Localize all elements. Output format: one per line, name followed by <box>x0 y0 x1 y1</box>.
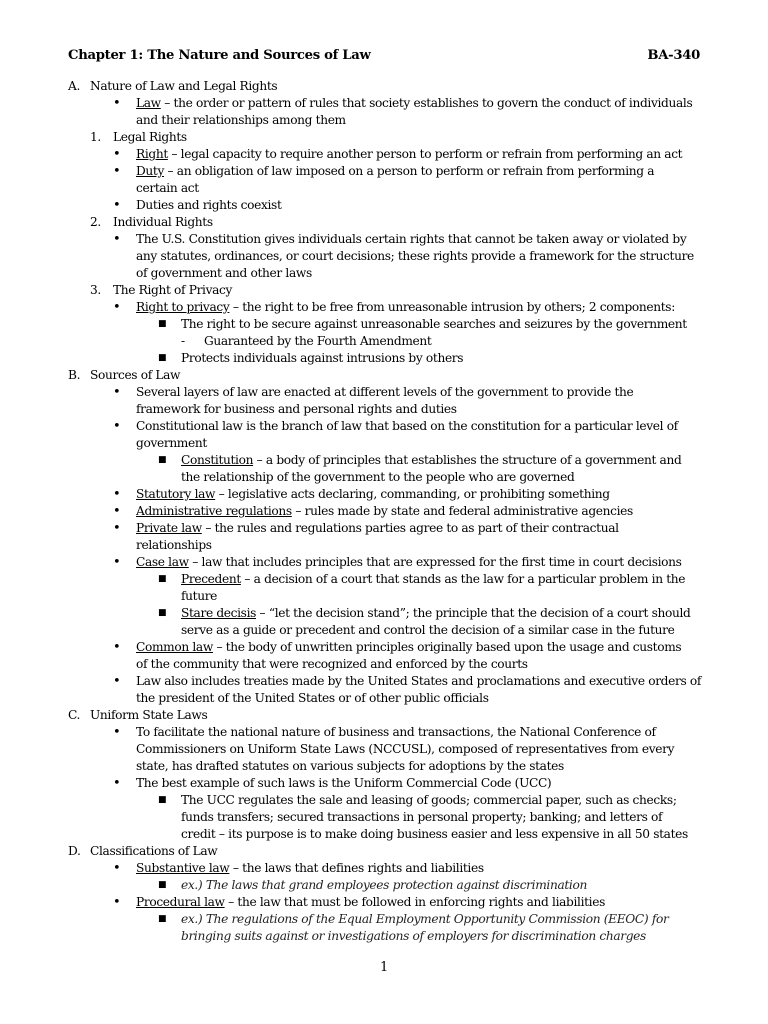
defined-term: Administrative regulations <box>136 504 292 518</box>
list-marker: D. <box>68 844 81 858</box>
list-marker: • <box>113 640 121 655</box>
outline-line <box>0 265 768 282</box>
list-marker: ■ <box>158 574 167 584</box>
line-text: Law also includes treaties made by the United States and proclamations and executive orders of <box>136 674 702 688</box>
outline-line <box>0 554 768 571</box>
line-text: funds transfers; secured transactions in personal property; banking; and letters of <box>181 810 663 824</box>
list-marker: • <box>113 895 121 910</box>
defined-term: Common law <box>136 640 213 654</box>
line-text: – the rules and regulations parties agree to as part of their contractual <box>201 521 619 535</box>
outline-line <box>0 112 768 129</box>
outline-line <box>0 469 768 486</box>
outline-line <box>0 724 768 741</box>
outline-line <box>0 520 768 537</box>
line-text: any statutes, ordinances, or court decisions; these rights provide a framework for the structure <box>136 249 694 263</box>
line-text: the relationship of the government to the people who are governed <box>181 470 575 484</box>
example-text: bringing suits against or investigations of employers for discrimination charges <box>181 929 646 943</box>
list-marker: • <box>113 419 121 434</box>
outline-line <box>0 537 768 554</box>
line-text: – “let the decision stand”; the principle that the decision of a court should <box>256 606 691 620</box>
list-marker: ■ <box>158 608 167 618</box>
outline-line <box>0 78 768 95</box>
list-marker: • <box>113 198 121 213</box>
outline-line <box>0 605 768 622</box>
line-text: of government and other laws <box>136 266 312 280</box>
outline-line <box>0 775 768 792</box>
defined-term: Right <box>136 147 168 161</box>
line-text: The best example of such laws is the Uniform Commercial Code (UCC) <box>136 776 552 790</box>
line-text: the president of the United States or of other public officials <box>136 691 489 705</box>
example-text: ex.) The regulations of the Equal Employment Opportunity Commission (EEOC) for <box>181 912 669 926</box>
line-text: – an obligation of law imposed on a person to perform or refrain from performing a <box>164 164 655 178</box>
outline-line <box>0 843 768 860</box>
list-marker: ■ <box>158 795 167 805</box>
list-marker: • <box>113 674 121 689</box>
list-marker: • <box>113 232 121 247</box>
line-text: The Right of Privacy <box>113 283 233 297</box>
outline-line <box>0 503 768 520</box>
outline-line <box>0 588 768 605</box>
list-marker: ■ <box>158 914 167 924</box>
list-marker: ■ <box>158 455 167 465</box>
outline-line <box>0 486 768 503</box>
outline-line <box>0 146 768 163</box>
outline-line <box>0 690 768 707</box>
list-marker: • <box>113 521 121 536</box>
line-text: – the order or pattern of rules that society establishes to govern the conduct of individuals <box>160 96 693 110</box>
line-text: – law that includes principles that are expressed for the first time in court decisions <box>188 555 682 569</box>
defined-term: Substantive law <box>136 861 230 875</box>
outline-line <box>0 214 768 231</box>
line-text: – the laws that defines rights and liabilities <box>229 861 484 875</box>
line-text: future <box>181 589 218 603</box>
line-text: certain act <box>136 181 199 195</box>
list-marker: 3. <box>90 283 101 297</box>
list-marker: • <box>113 725 121 740</box>
list-marker: 1. <box>90 130 101 144</box>
line-text: Commissioners on Uniform State Laws (NCCUSL), composed of representatives from every <box>136 742 675 756</box>
outline-line <box>0 316 768 333</box>
line-text: serve as a guide or precedent and control the decision of a similar case in the future <box>181 623 675 637</box>
outline-line <box>0 911 768 928</box>
outline-line <box>0 418 768 435</box>
line-text: Individual Rights <box>113 215 213 229</box>
line-text: Guaranteed by the Fourth Amendment <box>204 334 432 348</box>
list-marker: • <box>113 555 121 570</box>
line-text: Protects individuals against intrusions by others <box>181 351 464 365</box>
outline-line <box>0 673 768 690</box>
line-text: relationships <box>136 538 212 552</box>
outline-line <box>0 792 768 809</box>
outline-line <box>0 877 768 894</box>
defined-term: Stare decisis <box>181 606 257 620</box>
line-text: Sources of Law <box>90 368 181 382</box>
line-text: government <box>136 436 207 450</box>
outline-line <box>0 758 768 775</box>
outline-line <box>0 741 768 758</box>
defined-term: Procedural law <box>136 895 225 909</box>
list-marker: - <box>181 334 185 348</box>
line-text: – a decision of a court that stands as the law for a particular problem in the <box>240 572 686 586</box>
line-text: Duties and rights coexist <box>136 198 282 212</box>
outline-line <box>0 809 768 826</box>
list-marker: • <box>113 487 121 502</box>
line-text: – legislative acts declaring, commanding, or prohibiting something <box>215 487 610 501</box>
defined-term: Case law <box>136 555 189 569</box>
outline-line <box>0 333 768 350</box>
outline-line <box>0 367 768 384</box>
outline-line <box>0 826 768 843</box>
outline-line <box>0 197 768 214</box>
defined-term: Right to privacy <box>136 300 230 314</box>
outline-line <box>0 656 768 673</box>
outline-line <box>0 707 768 724</box>
list-marker: • <box>113 385 121 400</box>
outline-line <box>0 571 768 588</box>
course-code: BA-340 <box>647 48 700 63</box>
list-marker: • <box>113 96 121 111</box>
line-text: – rules made by state and federal administrative agencies <box>291 504 633 518</box>
list-marker: C. <box>68 708 81 722</box>
outline-line <box>0 163 768 180</box>
line-text: credit – its purpose is to make doing business easier and less expensive in all 50 states <box>181 827 688 841</box>
line-text: Several layers of law are enacted at different levels of the government to provide the <box>136 385 634 399</box>
line-text: – the body of unwritten principles originally based upon the usage and customs <box>212 640 682 654</box>
outline-line <box>0 180 768 197</box>
defined-term: Law <box>136 96 161 110</box>
outline-line <box>0 401 768 418</box>
outline-line <box>0 350 768 367</box>
list-marker: ■ <box>158 353 167 363</box>
outline-line <box>0 299 768 316</box>
outline-line <box>0 129 768 146</box>
defined-term: Constitution <box>181 453 254 467</box>
outline-line <box>0 95 768 112</box>
line-text: state, has drafted statutes on various subjects for adoptions by the states <box>136 759 564 773</box>
line-text: Classifications of Law <box>90 844 218 858</box>
line-text: Legal Rights <box>113 130 187 144</box>
page-number: 1 <box>380 960 388 975</box>
example-text: ex.) The laws that grand employees protection against discrimination <box>181 878 587 892</box>
list-marker: 2. <box>90 215 101 229</box>
list-marker: • <box>113 776 121 791</box>
line-text: – a body of principles that establishes the structure of a government and <box>253 453 682 467</box>
list-marker: • <box>113 164 121 179</box>
line-text: and their relationships among them <box>136 113 346 127</box>
outline-line <box>0 928 768 945</box>
line-text: Nature of Law and Legal Rights <box>90 79 278 93</box>
line-text: of the community that were recognized and enforced by the courts <box>136 657 528 671</box>
outline-line <box>0 231 768 248</box>
list-marker: • <box>113 147 121 162</box>
defined-term: Duty <box>136 164 165 178</box>
list-marker: • <box>113 504 121 519</box>
list-marker: • <box>113 861 121 876</box>
line-text: The U.S. Constitution gives individuals certain rights that cannot be taken away or violated by <box>136 232 687 246</box>
defined-term: Precedent <box>181 572 241 586</box>
line-text: – the right to be free from unreasonable intrusion by others; 2 components: <box>229 300 675 314</box>
list-marker: B. <box>68 368 81 382</box>
outline-body <box>0 78 768 945</box>
outline-line <box>0 639 768 656</box>
defined-term: Private law <box>136 521 202 535</box>
line-text: – the law that must be followed in enforcing rights and liabilities <box>224 895 605 909</box>
chapter-title: Chapter 1: The Nature and Sources of Law <box>68 48 371 63</box>
list-marker: ■ <box>158 880 167 890</box>
line-text: Constitutional law is the branch of law that based on the constitution for a particular level of <box>136 419 678 433</box>
page-header <box>68 48 700 63</box>
list-marker: ■ <box>158 319 167 329</box>
line-text: framework for business and personal rights and duties <box>136 402 457 416</box>
outline-line <box>0 894 768 911</box>
line-text: The right to be secure against unreasonable searches and seizures by the government <box>181 317 687 331</box>
defined-term: Statutory law <box>136 487 216 501</box>
line-text: To facilitate the national nature of business and transactions, the National Conference of <box>136 725 656 739</box>
outline-line <box>0 860 768 877</box>
outline-line <box>0 248 768 265</box>
line-text: Uniform State Laws <box>90 708 208 722</box>
outline-line <box>0 622 768 639</box>
outline-line <box>0 452 768 469</box>
list-marker: • <box>113 300 121 315</box>
outline-line <box>0 282 768 299</box>
line-text: – legal capacity to require another person to perform or refrain from performing an act <box>167 147 683 161</box>
line-text: The UCC regulates the sale and leasing of goods; commercial paper, such as checks; <box>181 793 677 807</box>
outline-line <box>0 384 768 401</box>
list-marker: A. <box>68 79 80 93</box>
outline-line <box>0 435 768 452</box>
